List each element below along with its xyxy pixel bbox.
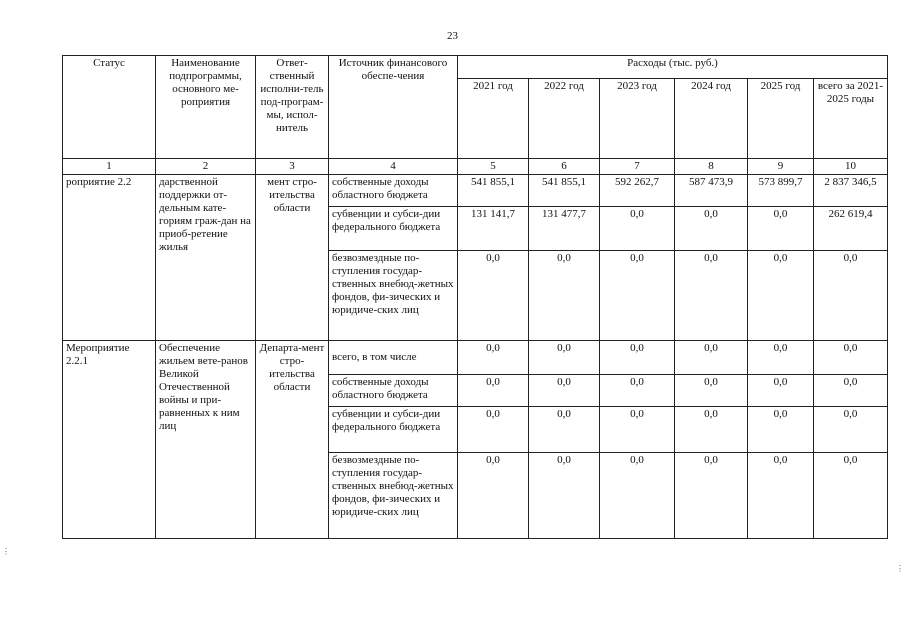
header-source: Источник финансового обеспе-чения — [329, 56, 458, 159]
cell-value: 0,0 — [600, 251, 675, 341]
column-number: 9 — [748, 159, 814, 175]
row-status: Мероприятие 2.2.1 — [63, 341, 156, 539]
cell-value: 0,0 — [600, 207, 675, 251]
cell-value: 0,0 — [675, 251, 748, 341]
row-source: всего, в том числе — [329, 341, 458, 375]
cell-value: 0,0 — [748, 407, 814, 453]
row-responsible: мент стро-ительства области — [256, 175, 329, 341]
cell-value: 0,0 — [458, 453, 529, 539]
column-number: 4 — [329, 159, 458, 175]
cell-value: 0,0 — [529, 341, 600, 375]
cell-value: 0,0 — [675, 341, 748, 375]
cell-value: 541 855,1 — [529, 175, 600, 207]
row-name: дарственной поддержки от-дельным кате-гориям граж-дан на приоб-ретение жилья — [156, 175, 256, 341]
cell-value: 0,0 — [458, 407, 529, 453]
cell-value: 592 262,7 — [600, 175, 675, 207]
cell-value: 0,0 — [675, 207, 748, 251]
table-row — [63, 175, 888, 207]
cell-value: 0,0 — [748, 453, 814, 539]
budget-table — [62, 55, 888, 539]
cell-value: 0,0 — [814, 341, 888, 375]
cell-value: 131 477,7 — [529, 207, 600, 251]
cell-value: 0,0 — [600, 453, 675, 539]
cell-value: 0,0 — [675, 453, 748, 539]
header-year-total: всего за 2021-2025 годы — [814, 79, 888, 159]
column-number: 1 — [63, 159, 156, 175]
column-number: 3 — [256, 159, 329, 175]
header-status: Статус — [63, 56, 156, 159]
row-source: безвозмездные по-ступления государ-ственных внебюд-жетных фондов, фи-зических и юридиче-ских лиц — [329, 453, 458, 539]
column-number: 7 — [600, 159, 675, 175]
cell-value: 0,0 — [748, 375, 814, 407]
cell-value: 587 473,9 — [675, 175, 748, 207]
cell-value: 0,0 — [675, 375, 748, 407]
column-number: 8 — [675, 159, 748, 175]
page-number: 23 — [447, 30, 458, 42]
cell-value: 0,0 — [675, 407, 748, 453]
header-expenses: Расходы (тыс. руб.) — [458, 56, 888, 79]
cell-value: 0,0 — [814, 453, 888, 539]
header-year: 2023 год — [600, 79, 675, 159]
cell-value: 0,0 — [748, 341, 814, 375]
cell-value: 0,0 — [748, 251, 814, 341]
row-source: собственные доходы областного бюджета — [329, 175, 458, 207]
cell-value: 573 899,7 — [748, 175, 814, 207]
header-year: 2024 год — [675, 79, 748, 159]
cell-value: 0,0 — [458, 251, 529, 341]
cell-value: 2 837 346,5 — [814, 175, 888, 207]
row-source: собственные доходы областного бюджета — [329, 375, 458, 407]
cell-value: 0,0 — [529, 251, 600, 341]
column-number: 5 — [458, 159, 529, 175]
cell-value: 131 141,7 — [458, 207, 529, 251]
cell-value: 0,0 — [529, 453, 600, 539]
cell-value: 0,0 — [600, 375, 675, 407]
cell-value: 0,0 — [814, 375, 888, 407]
cell-value: 541 855,1 — [458, 175, 529, 207]
row-source: безвозмездные по-ступления государ-ственных внебюд-жетных фондов, фи-зических и юридиче-ских лиц — [329, 251, 458, 341]
cell-value: 0,0 — [814, 251, 888, 341]
row-name: Обеспечение жильем вете-ранов Великой Отечественной войны и при-равненных к ним лиц — [156, 341, 256, 539]
header-year: 2022 год — [529, 79, 600, 159]
row-source: субвенции и субси-дии федерального бюджета — [329, 407, 458, 453]
scan-margin-mark: ⋮ — [2, 547, 10, 556]
header-year: 2021 год — [458, 79, 529, 159]
column-number: 10 — [814, 159, 888, 175]
cell-value: 0,0 — [600, 407, 675, 453]
cell-value: 262 619,4 — [814, 207, 888, 251]
cell-value: 0,0 — [600, 341, 675, 375]
column-number: 2 — [156, 159, 256, 175]
cell-value: 0,0 — [529, 375, 600, 407]
scan-margin-mark: ⋮ — [896, 564, 904, 573]
row-status: роприятие 2.2 — [63, 175, 156, 341]
cell-value: 0,0 — [458, 341, 529, 375]
table-row — [63, 341, 888, 375]
cell-value: 0,0 — [458, 375, 529, 407]
cell-value: 0,0 — [814, 407, 888, 453]
header-responsible: Ответ-ственный исполни-тель под-програм-мы, испол-нитель — [256, 56, 329, 159]
column-number: 6 — [529, 159, 600, 175]
cell-value: 0,0 — [748, 207, 814, 251]
header-name: Наименование подпрограммы, основного ме-роприятия — [156, 56, 256, 159]
row-responsible: Департа-мент стро-ительства области — [256, 341, 329, 539]
cell-value: 0,0 — [529, 407, 600, 453]
header-year: 2025 год — [748, 79, 814, 159]
row-source: субвенции и субси-дии федерального бюджета — [329, 207, 458, 251]
